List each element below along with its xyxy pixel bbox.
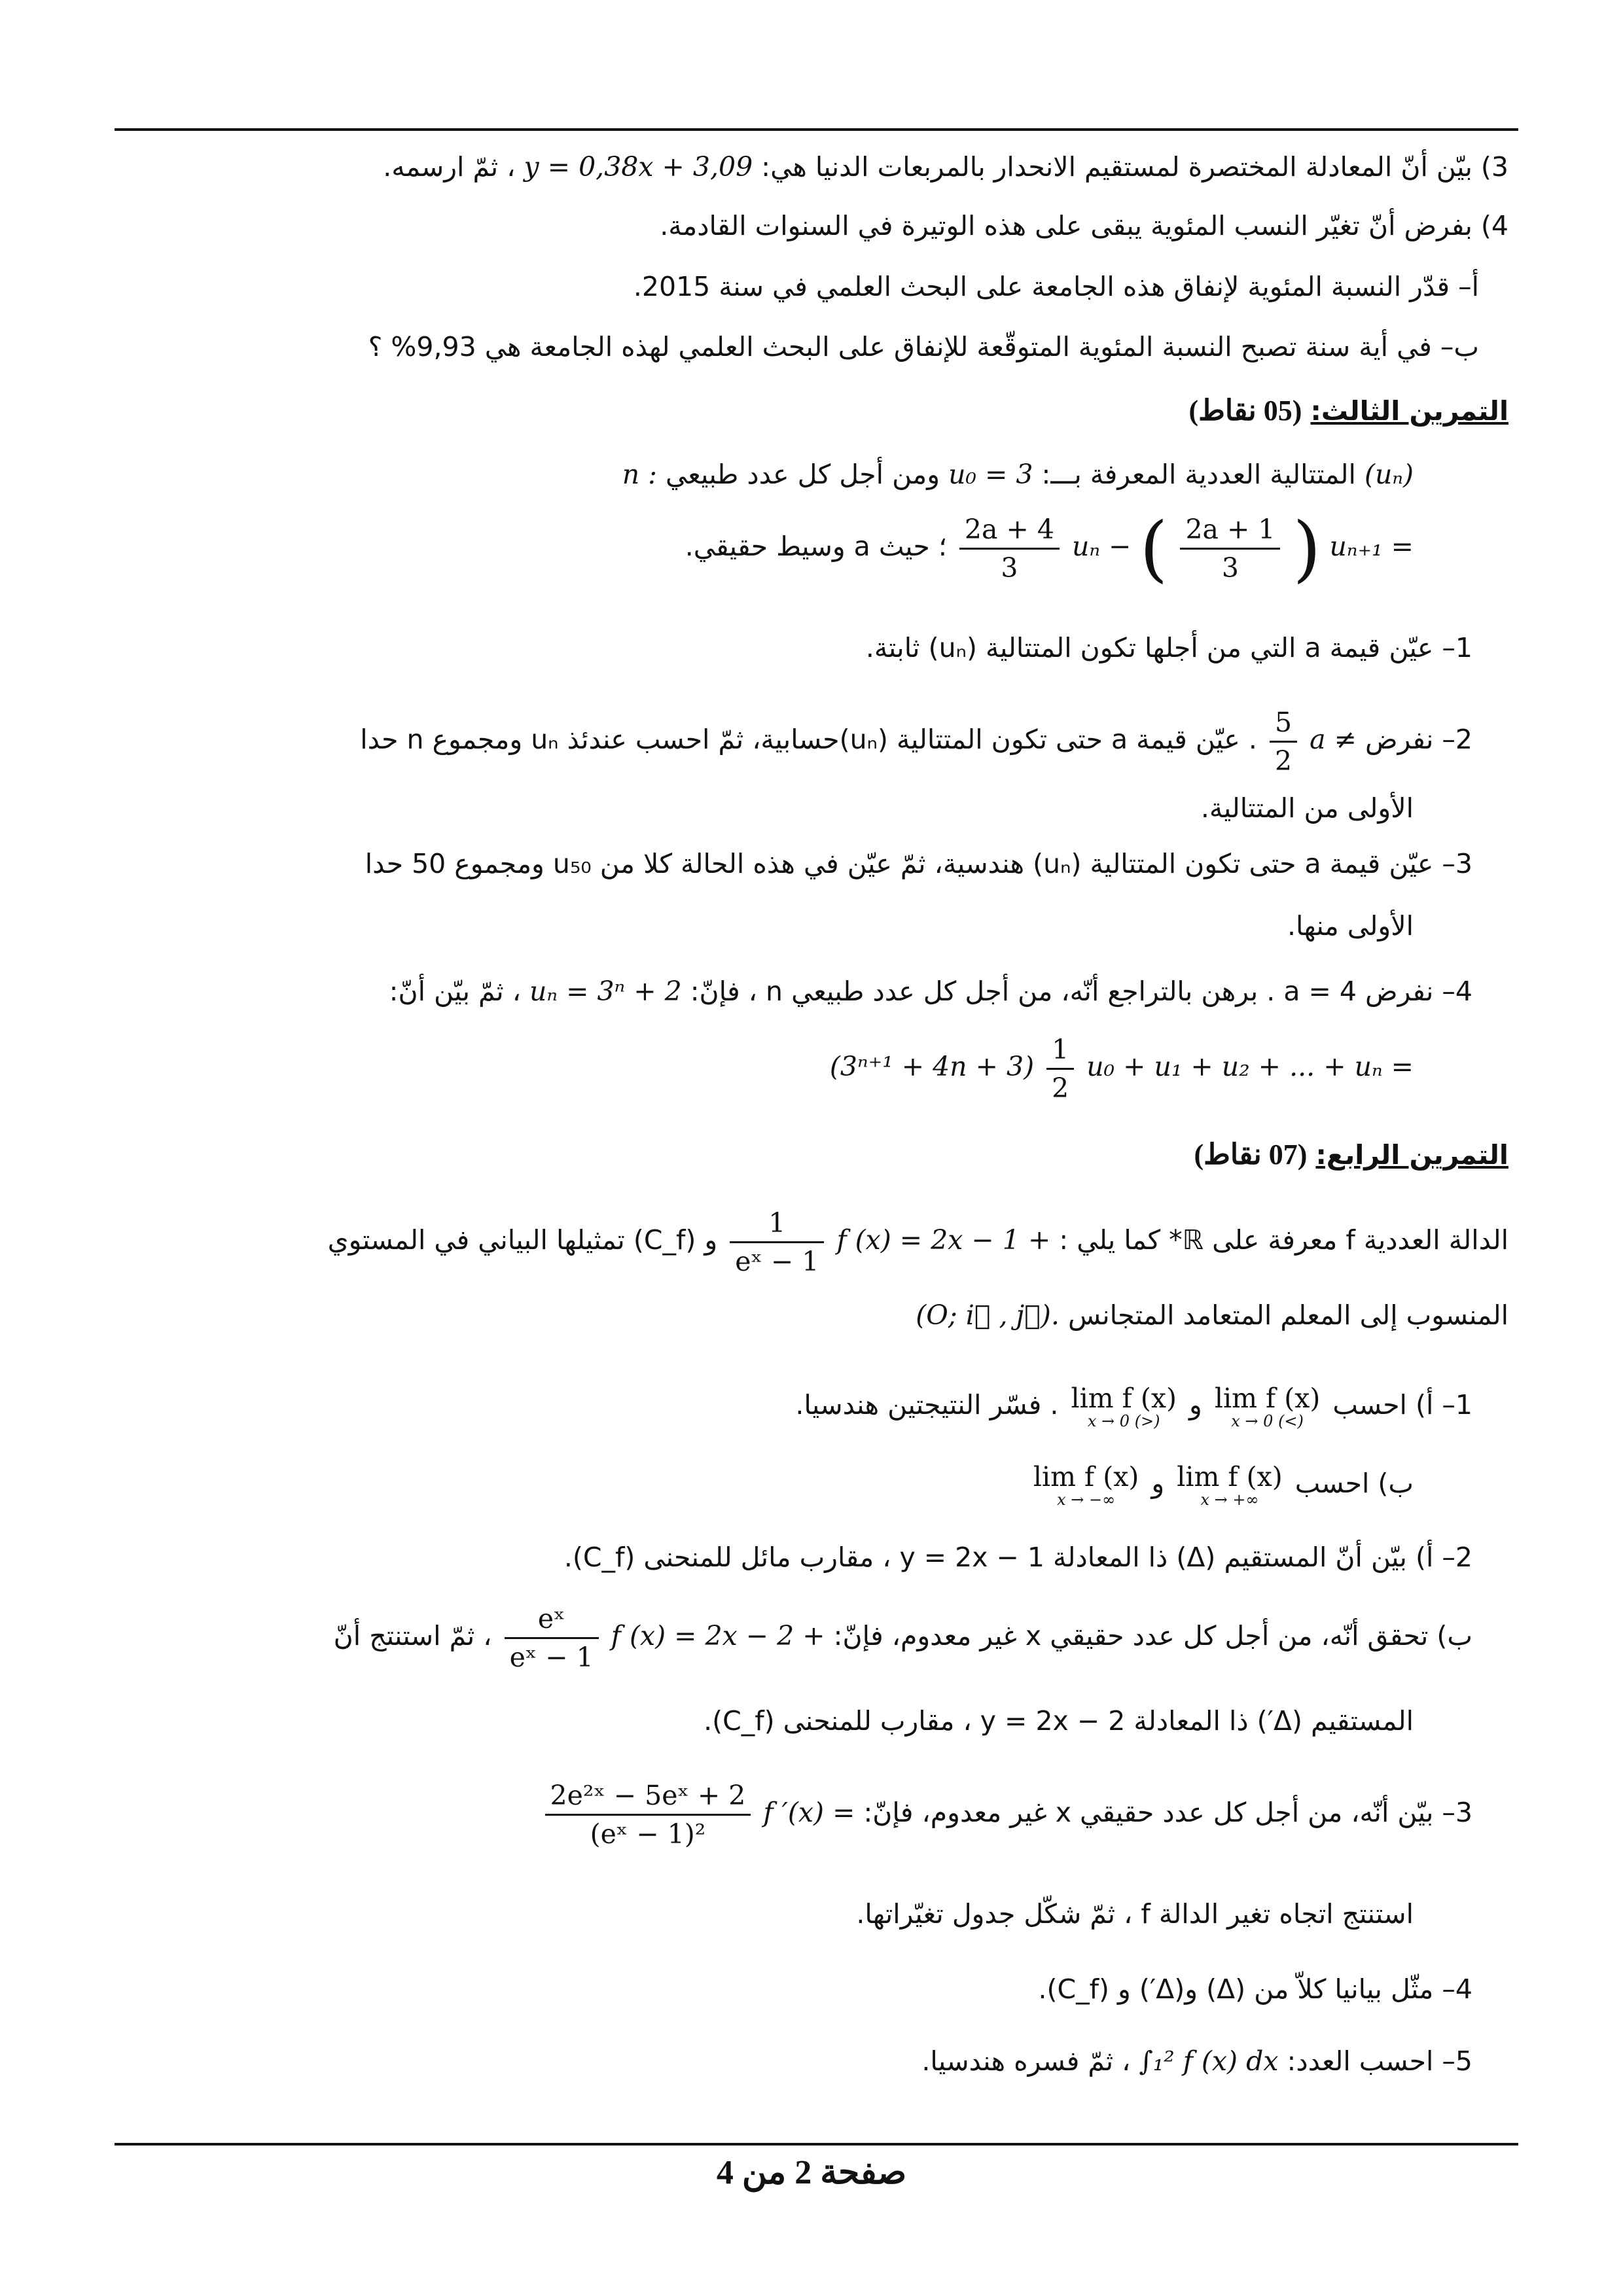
ex3-rec-frac2-den: 3 xyxy=(1001,552,1018,584)
ex3-q1-line: 1– عيّن قيمة a التي من أجلها تكون المتتالية (uₙ) ثابتة. xyxy=(865,632,1472,663)
ex3-intro-line xyxy=(622,455,1414,494)
ex2-q4b-line: ب– في أية سنة تصبح النسبة المئوية المتوقّعة للإنفاق على البحث العلمي لهذه الجامعة هي 9,93% ؟ xyxy=(368,331,1479,362)
ex3-q2-cont-line: الأولى من المتتالية. xyxy=(1200,792,1414,824)
ex3-q3-cont-line: الأولى منها. xyxy=(1287,910,1414,942)
ex3-rec-frac2-num: 2a + 4 xyxy=(959,511,1060,550)
ex3-title: التمرين الثالث: xyxy=(1310,395,1508,427)
ex4-q3-line xyxy=(541,1767,1472,1858)
ex4-q5-line xyxy=(921,2041,1472,2081)
ex2-q4a-line: أ– قدّر النسبة المئوية لإنفاق هذه الجامعة على البحث العلمي في سنة 2015. xyxy=(633,271,1479,302)
ex2-q3-equation: y = 0,38x + 3,09 xyxy=(524,151,753,183)
page-footer: صفحة 2 من 4 xyxy=(716,2154,907,2191)
ex4-q2a-line: 2– أ) بيّن أنّ المستقيم (Δ) ذا المعادلة y = 2x − 1 ، مقارب مائل للمنحنى (C_f). xyxy=(563,1542,1472,1573)
ex3-rec-mid: uₙ − xyxy=(1072,531,1132,562)
ex4-q3-lhs: f ′(x) = xyxy=(763,1797,855,1828)
ex3-rec-lhs: uₙ₊₁ = xyxy=(1329,531,1414,562)
ex4-q2b-lhs: f (x) = 2x − 2 + xyxy=(611,1620,825,1651)
ex4-frame: (O; i⃗ , j⃗). xyxy=(916,1299,1060,1331)
ex3-q4-sum-line xyxy=(830,1024,1414,1109)
ex3-q4-sum-frac-num: 1 xyxy=(1046,1031,1074,1070)
ex4-intro-text-b: و (C_f) تمثيلها البياني في المستوي xyxy=(327,1224,718,1256)
ex4-q1a-lim-left-sub: x → 0 (<) xyxy=(1231,1412,1304,1430)
ex4-q2b-text-a: ب) تحقق أنّه، من أجل كل عدد حقيقي x غير معدوم، فإنّ: xyxy=(833,1620,1472,1651)
ex4-q1a-lim-left-expr: lim f (x) xyxy=(1214,1383,1321,1414)
ex4-q1b-lim-minus-sub: x → −∞ xyxy=(1057,1491,1116,1509)
ex4-q2b-den: eˣ − 1 xyxy=(509,1641,594,1673)
ex4-f-def-frac xyxy=(730,1205,824,1280)
ex4-q1a-lim-right-sub: x → 0 (>) xyxy=(1087,1412,1160,1430)
ex3-intro-text: المتتالية العددية المعرفة بـــ: xyxy=(1041,459,1356,490)
ex3-q4-sum-rhs: (3ⁿ⁺¹ + 4n + 3) xyxy=(829,1051,1035,1082)
ex4-f-def-den: eˣ − 1 xyxy=(735,1245,819,1277)
ex4-q1a-lim-right-expr: lim f (x) xyxy=(1071,1383,1177,1414)
ex4-q5-integral: ∫₁² f (x) dx xyxy=(1139,2045,1279,2077)
ex3-q4-math: uₙ = 3ⁿ + 2 xyxy=(529,976,682,1007)
ex4-q1b-and: و xyxy=(1151,1468,1165,1499)
ex3-q2-text-a: 2– نفرض xyxy=(1365,724,1472,755)
ex4-q5-text-b: ، ثمّ فسره هندسيا. xyxy=(921,2045,1131,2077)
ex4-q1b-line xyxy=(1029,1462,1414,1508)
ex3-q2-frac xyxy=(1270,704,1297,779)
ex2-q3-line xyxy=(383,147,1508,186)
ex4-intro-cont-line xyxy=(916,1296,1508,1335)
ex3-rec-paren-close: ) xyxy=(1139,506,1168,590)
ex4-q1a-line xyxy=(795,1384,1472,1430)
ex3-u0: u₀ = 3 xyxy=(948,459,1033,490)
ex4-q2b-num: eˣ xyxy=(505,1600,599,1639)
ex4-q2b-text-b: ، ثمّ استنتج أنّ xyxy=(333,1620,492,1651)
ex4-q1b-text: ب) احسب xyxy=(1294,1468,1414,1499)
ex3-q2-frac-num: 5 xyxy=(1270,704,1297,743)
ex3-heading xyxy=(1189,391,1508,431)
ex4-q3-num: 2e²ˣ − 5eˣ + 2 xyxy=(545,1777,751,1816)
ex3-q4-sum-frac xyxy=(1046,1031,1074,1106)
ex3-rec-frac1-num: 2a + 1 xyxy=(1180,511,1280,550)
ex4-q1a-lim-right xyxy=(1071,1384,1176,1430)
ex3-seq-symbol: (uₙ) xyxy=(1364,459,1414,490)
ex4-f-def-lhs: f (x) = 2x − 1 + xyxy=(836,1224,1051,1256)
ex4-q3-text-a: 3– بيّن أنّه، من أجل كل عدد حقيقي x غير معدوم، فإنّ: xyxy=(863,1797,1472,1828)
ex4-q2b-line xyxy=(334,1593,1472,1678)
ex4-q1b-lim-plus xyxy=(1177,1462,1282,1508)
ex4-q1b-lim-minus-expr: lim f (x) xyxy=(1033,1461,1139,1492)
ex2-q3-text-end: ، ثمّ ارسمه. xyxy=(383,151,516,183)
ex3-rec-paren-open: ( xyxy=(1293,506,1321,590)
ex2-q3-text: 3) بيّن أنّ المعادلة المختصرة لمستقيم الانحدار بالمربعات الدنيا هي: xyxy=(761,151,1508,183)
ex3-q2-frac-den: 2 xyxy=(1275,745,1293,777)
ex4-intro-line xyxy=(328,1197,1508,1282)
ex3-q4-text-b: ، ثمّ بيّن أنّ: xyxy=(389,976,521,1007)
ex4-f-def-num: 1 xyxy=(730,1205,824,1243)
ex4-q1a-text-c: . فسّر النتيجتين هندسيا. xyxy=(795,1389,1059,1421)
ex3-q2-text-b: . عيّن قيمة a حتى تكون المتتالية (uₙ)حسابية، ثمّ احسب عندئذ uₙ ومجموع n حدا xyxy=(360,724,1257,755)
ex4-q1b-lim-plus-expr: lim f (x) xyxy=(1177,1461,1283,1492)
ex4-q1a-lim-left xyxy=(1215,1384,1320,1430)
ex3-q4-sum-lhs: u₀ + u₁ + u₂ + ... + uₙ = xyxy=(1086,1051,1414,1082)
ex2-q4-line: 4) بفرض أنّ تغيّر النسب المئوية يبقى على هذه الوتيرة في السنوات القادمة. xyxy=(660,210,1508,241)
ex4-q1a-text-a: 1– أ) احسب xyxy=(1332,1389,1472,1421)
ex4-q5-text-a: 5– احسب العدد: xyxy=(1287,2045,1472,2077)
ex3-q4-sum-frac-den: 2 xyxy=(1052,1072,1069,1104)
ex4-q1b-lim-plus-sub: x → +∞ xyxy=(1200,1491,1259,1509)
ex4-q3-frac xyxy=(545,1777,751,1852)
ex3-rec-frac1 xyxy=(1180,511,1280,586)
ex3-rec-frac2 xyxy=(959,511,1060,586)
ex3-q2-math: a ≠ xyxy=(1310,724,1357,755)
top-rule xyxy=(115,128,1518,131)
ex4-q3-cont-line: استنتج اتجاه تغير الدالة f ، ثمّ شكّل جدول تغيّراتها. xyxy=(856,1898,1414,1930)
ex3-q4-line xyxy=(389,972,1472,1011)
ex4-q1a-and: و xyxy=(1189,1389,1202,1421)
ex3-q4-text-a: 4– نفرض a = 4 . برهن بالتراجع أنّه، من أجل كل عدد طبيعي n ، فإنّ: xyxy=(690,976,1472,1007)
ex4-intro-text-c: المنسوب إلى المعلم المتعامد المتجانس xyxy=(1067,1299,1508,1331)
ex3-n-var: n : xyxy=(622,459,657,490)
ex4-q2b-frac xyxy=(505,1600,599,1676)
ex4-q2b-cont-line: المستقيم (Δ′) ذا المعادلة y = 2x − 2 ، مقارب للمنحنى (C_f). xyxy=(704,1705,1414,1737)
ex4-q4-line: 4– مثّل بيانيا كلاّ من (Δ) و(Δ′) و (C_f). xyxy=(1038,1973,1472,2005)
ex4-heading xyxy=(1194,1135,1508,1174)
ex4-q3-den: (eˣ − 1)² xyxy=(590,1818,706,1850)
ex4-points: (07 نقاط) xyxy=(1194,1139,1308,1171)
ex4-intro-text-a: الدالة العددية f معرفة على ℝ* كما يلي : xyxy=(1059,1224,1508,1256)
ex3-q2-line xyxy=(360,697,1472,782)
ex4-q1b-lim-minus xyxy=(1033,1462,1139,1508)
ex3-intro-text-b: ومن أجل كل عدد طبيعي xyxy=(666,459,940,490)
ex3-rec-frac1-den: 3 xyxy=(1221,552,1239,584)
ex3-rec-tail: ؛ حيث a وسيط حقيقي. xyxy=(685,531,947,562)
ex3-points: (05 نقاط) xyxy=(1188,395,1302,427)
ex3-q3-line: 3– عيّن قيمة a حتى تكون المتتالية (uₙ) هندسية، ثمّ عيّن في هذه الحالة كلا من u₅₀ ومجموع 50 حدا xyxy=(365,848,1472,879)
ex4-title: التمرين الرابع: xyxy=(1315,1139,1508,1171)
bottom-rule xyxy=(115,2143,1518,2146)
ex3-recurrence-line xyxy=(685,504,1414,589)
